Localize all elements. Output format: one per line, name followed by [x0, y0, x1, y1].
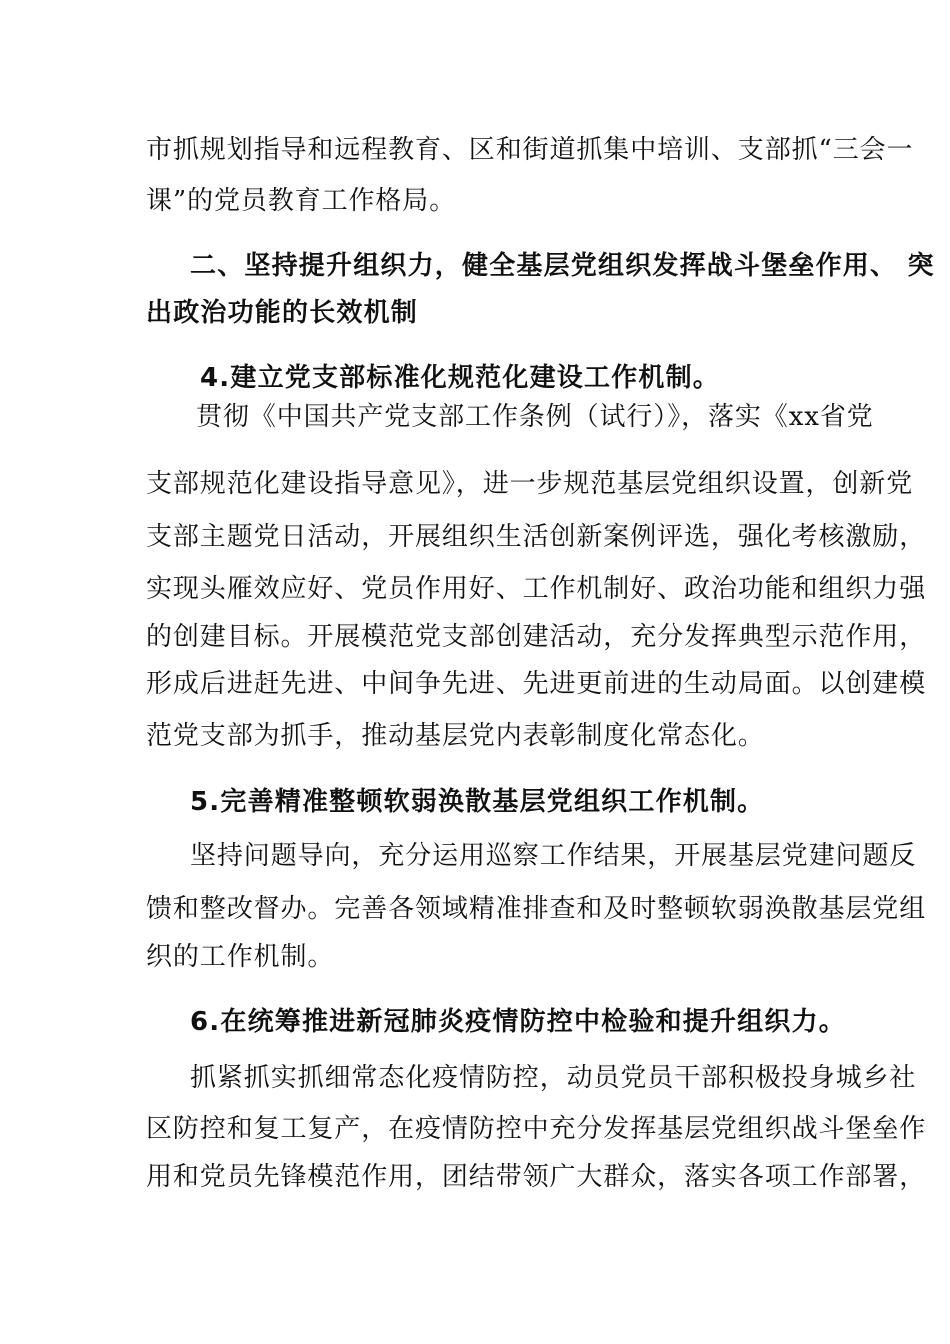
- body-text-line: 支部主题党日活动，开展组织生活创新案例评选，强化考核激励，: [146, 522, 927, 552]
- body-text-line: 织的工作机制。: [146, 942, 335, 972]
- body-text-line: 贯彻《中国共产党支部工作条例（试行）》，落实《xx省党: [196, 402, 874, 432]
- section-heading: 二、坚持提升组织力，健全基层党组织发挥战斗堡垒作用、 突: [190, 251, 935, 281]
- body-text-line: 的创建目标。开展模范党支部创建活动，充分发挥典型示范作用，: [146, 622, 927, 652]
- body-text-line: 课”的党员教育工作格局。: [146, 186, 457, 216]
- subsection-heading: 6.在统筹推进新冠肺炎疫情防控中检验和提升组织力。: [190, 1007, 846, 1037]
- body-text-line: 抓紧抓实抓细常态化疫情防控，动员党员干部积极投身城乡社: [190, 1063, 917, 1093]
- body-text-line: 馈和整改督办。完善各领域精准排查和及时整顿软弱涣散基层党组: [146, 894, 927, 924]
- body-text-line: 支部规范化建设指导意见》，进一步规范基层党组织设置，创新党: [146, 469, 914, 499]
- body-text-line: 形成后进赶先进、中间争先进、先进更前进的生动局面。以创建模: [146, 669, 927, 699]
- subsection-heading: 5.完善精准整顿软弱涣散基层党组织工作机制。: [190, 787, 765, 817]
- body-text-line: 坚持问题导向，充分运用巡察工作结果，开展基层党建问题反: [190, 841, 917, 871]
- body-text-line: 市抓规划指导和远程教育、区和街道抓集中培训、支部抓“三会一: [146, 135, 914, 165]
- body-text-line: 实现头雁效应好、党员作用好、工作机制好、政治功能和组织力强: [146, 574, 927, 604]
- subsection-heading: 4.建立党支部标准化规范化建设工作机制。: [200, 363, 720, 393]
- body-text-line: 用和党员先锋模范作用，团结带领广大群众，落实各项工作部署，: [146, 1162, 927, 1192]
- body-text-line: 范党支部为抓手，推动基层党内表彰制度化常态化。: [146, 721, 765, 751]
- section-heading-continuation: 出政治功能的长效机制: [146, 298, 419, 328]
- body-text-line: 区防控和复工复产，在疫情防控中充分发挥基层党组织战斗堡垒作: [146, 1114, 927, 1144]
